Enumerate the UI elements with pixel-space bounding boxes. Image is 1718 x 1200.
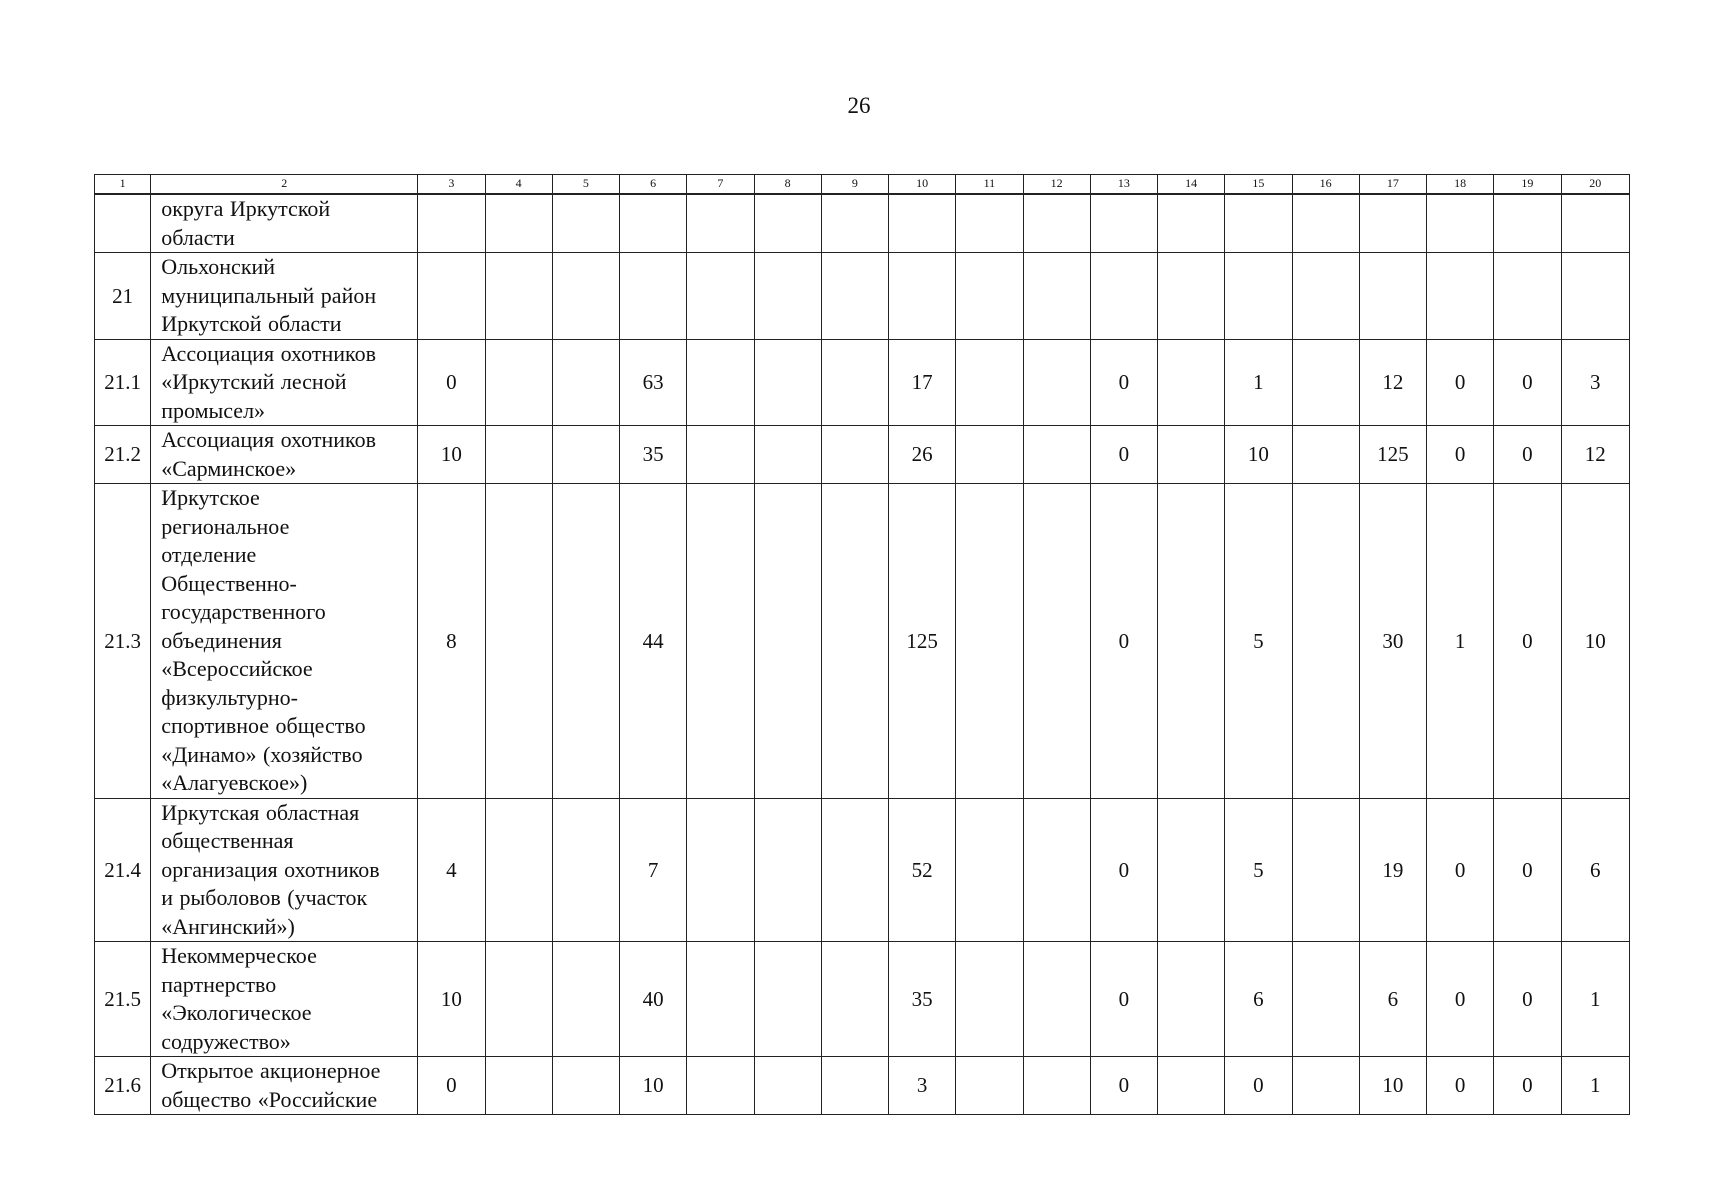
value-cell-col-17 (1359, 194, 1426, 253)
value-cell-col-4 (485, 1057, 552, 1115)
value-cell-col-11 (956, 1057, 1023, 1115)
value-cell-col-9 (821, 484, 888, 799)
value-cell-col-8 (754, 426, 821, 484)
value-cell-col-4 (485, 484, 552, 799)
value-cell-col-5 (552, 426, 619, 484)
organization-name-line: Иркутская областная (161, 799, 360, 825)
value-cell-col-13: 0 (1090, 484, 1157, 799)
organization-name-line: Общественно- (161, 570, 297, 596)
column-number-19: 19 (1494, 175, 1561, 195)
value-cell-col-8 (754, 798, 821, 942)
value-cell-col-8 (754, 194, 821, 253)
value-cell-col-14 (1158, 339, 1225, 426)
value-cell-col-16 (1292, 194, 1359, 253)
organization-name-line: объединения (161, 627, 282, 653)
value-cell-col-16 (1292, 253, 1359, 340)
value-cell-col-15: 6 (1225, 942, 1292, 1057)
value-cell-col-7 (687, 798, 754, 942)
value-cell-col-20 (1561, 194, 1630, 253)
organization-name (151, 339, 418, 426)
organization-name-line: Некоммерческое (161, 943, 317, 968)
value-cell-col-20: 3 (1561, 339, 1630, 426)
value-cell-col-14 (1158, 1057, 1225, 1115)
row-number: 21.1 (95, 339, 151, 426)
value-cell-col-5 (552, 484, 619, 799)
organization-name-line: «Динамо» (хозяйство (161, 741, 363, 767)
value-cell-col-12 (1023, 339, 1090, 426)
organization-name (151, 798, 418, 942)
value-cell-col-20: 10 (1561, 484, 1630, 799)
row-number: 21.6 (95, 1057, 151, 1115)
value-cell-col-7 (687, 426, 754, 484)
value-cell-col-13 (1090, 253, 1157, 340)
value-cell-col-12 (1023, 253, 1090, 340)
value-cell-col-14 (1158, 253, 1225, 340)
table-row (95, 798, 1630, 942)
value-cell-col-5 (552, 1057, 619, 1115)
value-cell-col-11 (956, 194, 1023, 253)
value-cell-col-18 (1427, 253, 1494, 340)
value-cell-col-6: 10 (620, 1057, 687, 1115)
column-number-9: 9 (821, 175, 888, 195)
column-number-1: 1 (95, 175, 151, 195)
value-cell-col-5 (552, 194, 619, 253)
value-cell-col-16 (1292, 942, 1359, 1057)
value-cell-col-9 (821, 798, 888, 942)
value-cell-col-15: 5 (1225, 798, 1292, 942)
value-cell-col-6: 44 (620, 484, 687, 799)
value-cell-col-18: 0 (1427, 426, 1494, 484)
column-number-10: 10 (889, 175, 956, 195)
value-cell-col-3: 4 (418, 798, 485, 942)
value-cell-col-8 (754, 942, 821, 1057)
value-cell-col-6: 40 (620, 942, 687, 1057)
value-cell-col-11 (956, 484, 1023, 799)
value-cell-col-3: 0 (418, 1057, 485, 1115)
organization-name (151, 484, 418, 799)
value-cell-col-20: 6 (1561, 798, 1630, 942)
value-cell-col-5 (552, 942, 619, 1057)
value-cell-col-4 (485, 339, 552, 426)
organization-name (151, 194, 418, 253)
organization-name-line: Ольхонский (161, 254, 276, 279)
value-cell-col-16 (1292, 484, 1359, 799)
organization-name-line: отделение (161, 542, 257, 567)
organization-name-line: физкультурно- (161, 684, 298, 710)
value-cell-col-9 (821, 253, 888, 340)
value-cell-col-7 (687, 1057, 754, 1115)
value-cell-col-17: 12 (1359, 339, 1426, 426)
table-row (95, 484, 1630, 799)
organization-name (151, 942, 418, 1057)
value-cell-col-3 (418, 194, 485, 253)
value-cell-col-20: 1 (1561, 942, 1630, 1057)
row-number: 21.4 (95, 798, 151, 942)
column-number-13: 13 (1090, 175, 1157, 195)
value-cell-col-15: 5 (1225, 484, 1292, 799)
value-cell-col-10: 26 (889, 426, 956, 484)
column-number-6: 6 (620, 175, 687, 195)
column-number-11: 11 (956, 175, 1023, 195)
value-cell-col-6 (620, 194, 687, 253)
value-cell-col-15: 0 (1225, 1057, 1292, 1115)
column-number-16: 16 (1292, 175, 1359, 195)
column-number-18: 18 (1427, 175, 1494, 195)
value-cell-col-13: 0 (1090, 1057, 1157, 1115)
column-number-12: 12 (1023, 175, 1090, 195)
value-cell-col-17: 10 (1359, 1057, 1426, 1115)
value-cell-col-5 (552, 339, 619, 426)
column-number-20: 20 (1561, 175, 1630, 195)
value-cell-col-14 (1158, 942, 1225, 1057)
table-row (95, 426, 1630, 484)
organization-name-line: «Иркутский лесной (161, 369, 347, 394)
value-cell-col-19: 0 (1494, 1057, 1561, 1115)
table-row (95, 942, 1630, 1057)
value-cell-col-10 (889, 194, 956, 253)
value-cell-col-12 (1023, 426, 1090, 484)
value-cell-col-19: 0 (1494, 798, 1561, 942)
value-cell-col-7 (687, 253, 754, 340)
table-row (95, 1057, 1630, 1115)
value-cell-col-4 (485, 426, 552, 484)
value-cell-col-18 (1427, 194, 1494, 253)
row-number: 21.2 (95, 426, 151, 484)
value-cell-col-5 (552, 253, 619, 340)
value-cell-col-13: 0 (1090, 426, 1157, 484)
value-cell-col-6: 7 (620, 798, 687, 942)
value-cell-col-7 (687, 194, 754, 253)
value-cell-col-9 (821, 194, 888, 253)
value-cell-col-16 (1292, 339, 1359, 426)
organization-name-line: округа Иркутской (161, 196, 331, 221)
value-cell-col-10 (889, 253, 956, 340)
column-number-5: 5 (552, 175, 619, 195)
table-row (95, 339, 1630, 426)
value-cell-col-17: 19 (1359, 798, 1426, 942)
table-row (95, 194, 1630, 253)
value-cell-col-4 (485, 942, 552, 1057)
column-number-4: 4 (485, 175, 552, 195)
value-cell-col-12 (1023, 942, 1090, 1057)
value-cell-col-20 (1561, 253, 1630, 340)
value-cell-col-12 (1023, 798, 1090, 942)
value-cell-col-11 (956, 942, 1023, 1057)
value-cell-col-13: 0 (1090, 339, 1157, 426)
value-cell-col-4 (485, 798, 552, 942)
value-cell-col-5 (552, 798, 619, 942)
value-cell-col-12 (1023, 194, 1090, 253)
value-cell-col-17: 125 (1359, 426, 1426, 484)
value-cell-col-17: 30 (1359, 484, 1426, 799)
value-cell-col-8 (754, 253, 821, 340)
organization-name-line: содружество» (161, 1028, 291, 1054)
value-cell-col-14 (1158, 484, 1225, 799)
column-number-3: 3 (418, 175, 485, 195)
value-cell-col-3: 10 (418, 942, 485, 1057)
organization-name-line: партнерство (161, 971, 277, 997)
value-cell-col-13: 0 (1090, 798, 1157, 942)
organization-name-line: муниципальный район (161, 282, 377, 308)
value-cell-col-3: 0 (418, 339, 485, 426)
value-cell-col-17 (1359, 253, 1426, 340)
value-cell-col-6: 35 (620, 426, 687, 484)
value-cell-col-16 (1292, 426, 1359, 484)
value-cell-col-17: 6 (1359, 942, 1426, 1057)
value-cell-col-4 (485, 194, 552, 253)
value-cell-col-8 (754, 339, 821, 426)
value-cell-col-3 (418, 253, 485, 340)
row-number (95, 194, 151, 253)
organization-name-line: Открытое акционерное (161, 1058, 381, 1083)
value-cell-col-6: 63 (620, 339, 687, 426)
value-cell-col-14 (1158, 426, 1225, 484)
value-cell-col-20: 1 (1561, 1057, 1630, 1115)
value-cell-col-10: 52 (889, 798, 956, 942)
value-cell-col-18: 0 (1427, 339, 1494, 426)
value-cell-col-4 (485, 253, 552, 340)
column-number-8: 8 (754, 175, 821, 195)
value-cell-col-8 (754, 1057, 821, 1115)
column-number-15: 15 (1225, 175, 1292, 195)
value-cell-col-11 (956, 339, 1023, 426)
organization-name-line: «Экологическое (161, 1000, 312, 1025)
value-cell-col-11 (956, 798, 1023, 942)
page-number: 26 (847, 93, 871, 118)
value-cell-col-9 (821, 339, 888, 426)
organization-name-line: и рыболовов (участок (161, 885, 368, 910)
organization-name-line: Ассоциация охотников (161, 340, 377, 366)
value-cell-col-8 (754, 484, 821, 799)
column-number-14: 14 (1158, 175, 1225, 195)
organization-name-line: «Сарминское» (161, 455, 297, 481)
value-cell-col-11 (956, 426, 1023, 484)
data-table (94, 174, 1630, 1115)
organization-name-line: региональное (161, 513, 290, 539)
value-cell-col-7 (687, 484, 754, 799)
column-number-17: 17 (1359, 175, 1426, 195)
organization-name-line: «Ангинский») (161, 913, 295, 939)
organization-name-line: Иркутской области (161, 311, 342, 336)
value-cell-col-10: 3 (889, 1057, 956, 1115)
value-cell-col-14 (1158, 798, 1225, 942)
table-row (95, 253, 1630, 340)
column-number-row (95, 175, 1630, 195)
value-cell-col-12 (1023, 1057, 1090, 1115)
value-cell-col-15: 1 (1225, 339, 1292, 426)
value-cell-col-20: 12 (1561, 426, 1630, 484)
value-cell-col-14 (1158, 194, 1225, 253)
organization-name-line: организация охотников (161, 856, 380, 882)
value-cell-col-7 (687, 339, 754, 426)
organization-name-line: Иркутское (161, 485, 260, 510)
value-cell-col-19 (1494, 194, 1561, 253)
value-cell-col-9 (821, 426, 888, 484)
row-number: 21.5 (95, 942, 151, 1057)
organization-name-line: государственного (161, 599, 326, 624)
organization-name (151, 426, 418, 484)
value-cell-col-16 (1292, 1057, 1359, 1115)
organization-name-line: общество «Российские (161, 1086, 378, 1112)
value-cell-col-18: 0 (1427, 942, 1494, 1057)
organization-name-line: промысел» (161, 397, 266, 423)
organization-name (151, 253, 418, 340)
value-cell-col-3: 8 (418, 484, 485, 799)
value-cell-col-9 (821, 942, 888, 1057)
value-cell-col-18: 0 (1427, 798, 1494, 942)
value-cell-col-13 (1090, 194, 1157, 253)
organization-name-line: общественная (161, 828, 294, 853)
value-cell-col-18: 0 (1427, 1057, 1494, 1115)
value-cell-col-9 (821, 1057, 888, 1115)
value-cell-col-12 (1023, 484, 1090, 799)
value-cell-col-3: 10 (418, 426, 485, 484)
organization-name-line: спортивное общество (161, 713, 366, 738)
column-number-7: 7 (687, 175, 754, 195)
column-number-2: 2 (151, 175, 418, 195)
row-number: 21 (95, 253, 151, 340)
value-cell-col-16 (1292, 798, 1359, 942)
value-cell-col-19: 0 (1494, 339, 1561, 426)
value-cell-col-6 (620, 253, 687, 340)
value-cell-col-10: 35 (889, 942, 956, 1057)
row-number: 21.3 (95, 484, 151, 799)
value-cell-col-7 (687, 942, 754, 1057)
value-cell-col-11 (956, 253, 1023, 340)
value-cell-col-10: 17 (889, 339, 956, 426)
value-cell-col-19: 0 (1494, 484, 1561, 799)
value-cell-col-15 (1225, 194, 1292, 253)
value-cell-col-19 (1494, 253, 1561, 340)
organization-name-line: Ассоциация охотников (161, 427, 377, 452)
value-cell-col-10: 125 (889, 484, 956, 799)
value-cell-col-18: 1 (1427, 484, 1494, 799)
value-cell-col-15: 10 (1225, 426, 1292, 484)
organization-name (151, 1057, 418, 1115)
value-cell-col-13: 0 (1090, 942, 1157, 1057)
value-cell-col-19: 0 (1494, 426, 1561, 484)
value-cell-col-15 (1225, 253, 1292, 340)
organization-name-line: области (161, 224, 235, 250)
organization-name-line: «Алагуевское») (161, 770, 308, 795)
value-cell-col-19: 0 (1494, 942, 1561, 1057)
organization-name-line: «Всероссийское (161, 656, 313, 681)
table-body (95, 175, 1630, 1115)
